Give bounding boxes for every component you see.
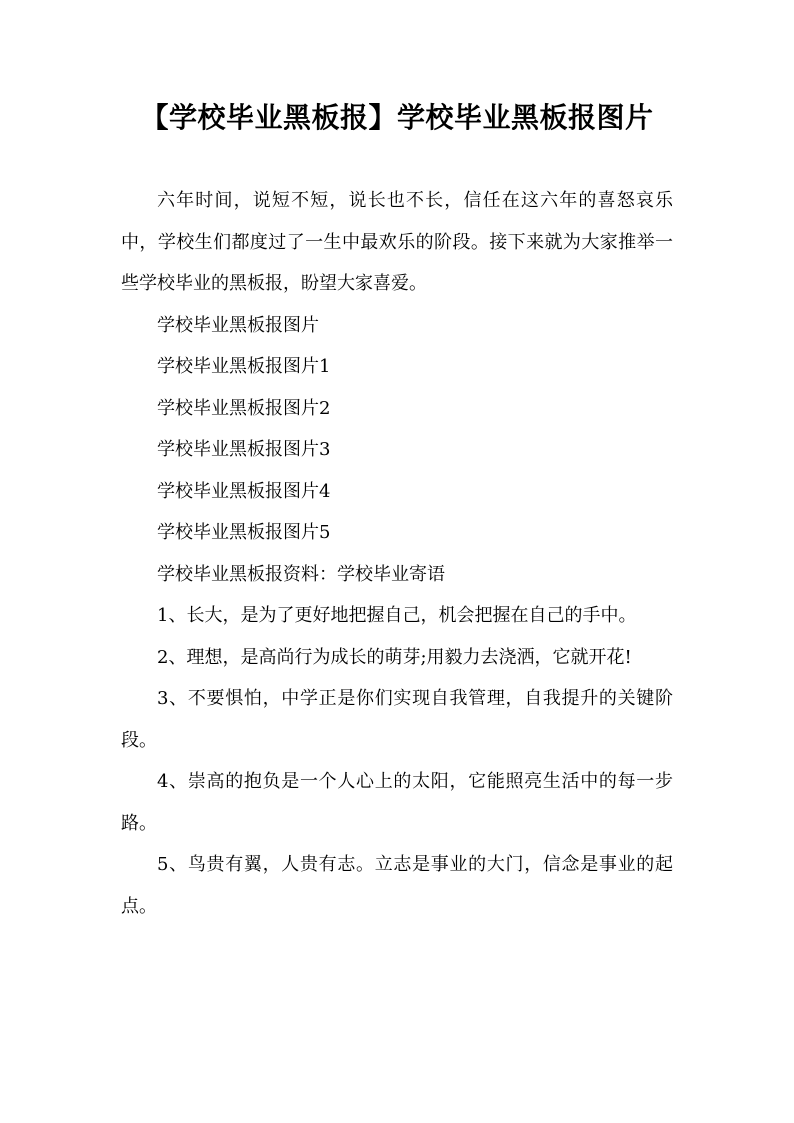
picture-heading: 学校毕业黑板报图片 [157,314,319,336]
picture-caption-5: 学校毕业黑板报图片5 [157,522,331,543]
intro-paragraph: 六年时间，说短不短，说长也不长，信任在这六年的喜怒哀乐中，学校生们都度过了一生中最欢乐的阶段。接下来就为大家推举一些学校毕业的黑板报，盼望大家喜爱。 [121,190,673,294]
picture-caption-4: 学校毕业黑板报图片4 [157,480,331,502]
message-item-3: 3、不要惧怕，中学正是你们实现自我管理，自我提升的关键阶段。 [121,688,673,751]
message-item-5: 5、鸟贵有翼，人贵有志。立志是事业的大门，信念是事业的起点。 [121,854,673,917]
message-item-1: 1、长大，是为了更好地把握自己，机会把握在自己的手中。 [157,605,637,626]
message-item-2: 2、理想，是高尚行为成长的萌芽;用毅力去浇洒，它就开花! [157,646,632,668]
picture-caption-3: 学校毕业黑板报图片3 [157,439,331,460]
document-title: 【学校毕业黑板报】学校毕业黑板报图片 [140,101,654,134]
document-body [121,180,673,927]
resources-heading: 学校毕业黑板报资料：学校毕业寄语 [157,563,445,585]
picture-caption-1: 学校毕业黑板报图片1 [157,356,331,377]
message-item-4: 4、崇高的抱负是一个人心上的太阳，它能照亮生活中的每一步路。 [121,771,673,834]
picture-caption-2: 学校毕业黑板报图片2 [157,397,331,419]
